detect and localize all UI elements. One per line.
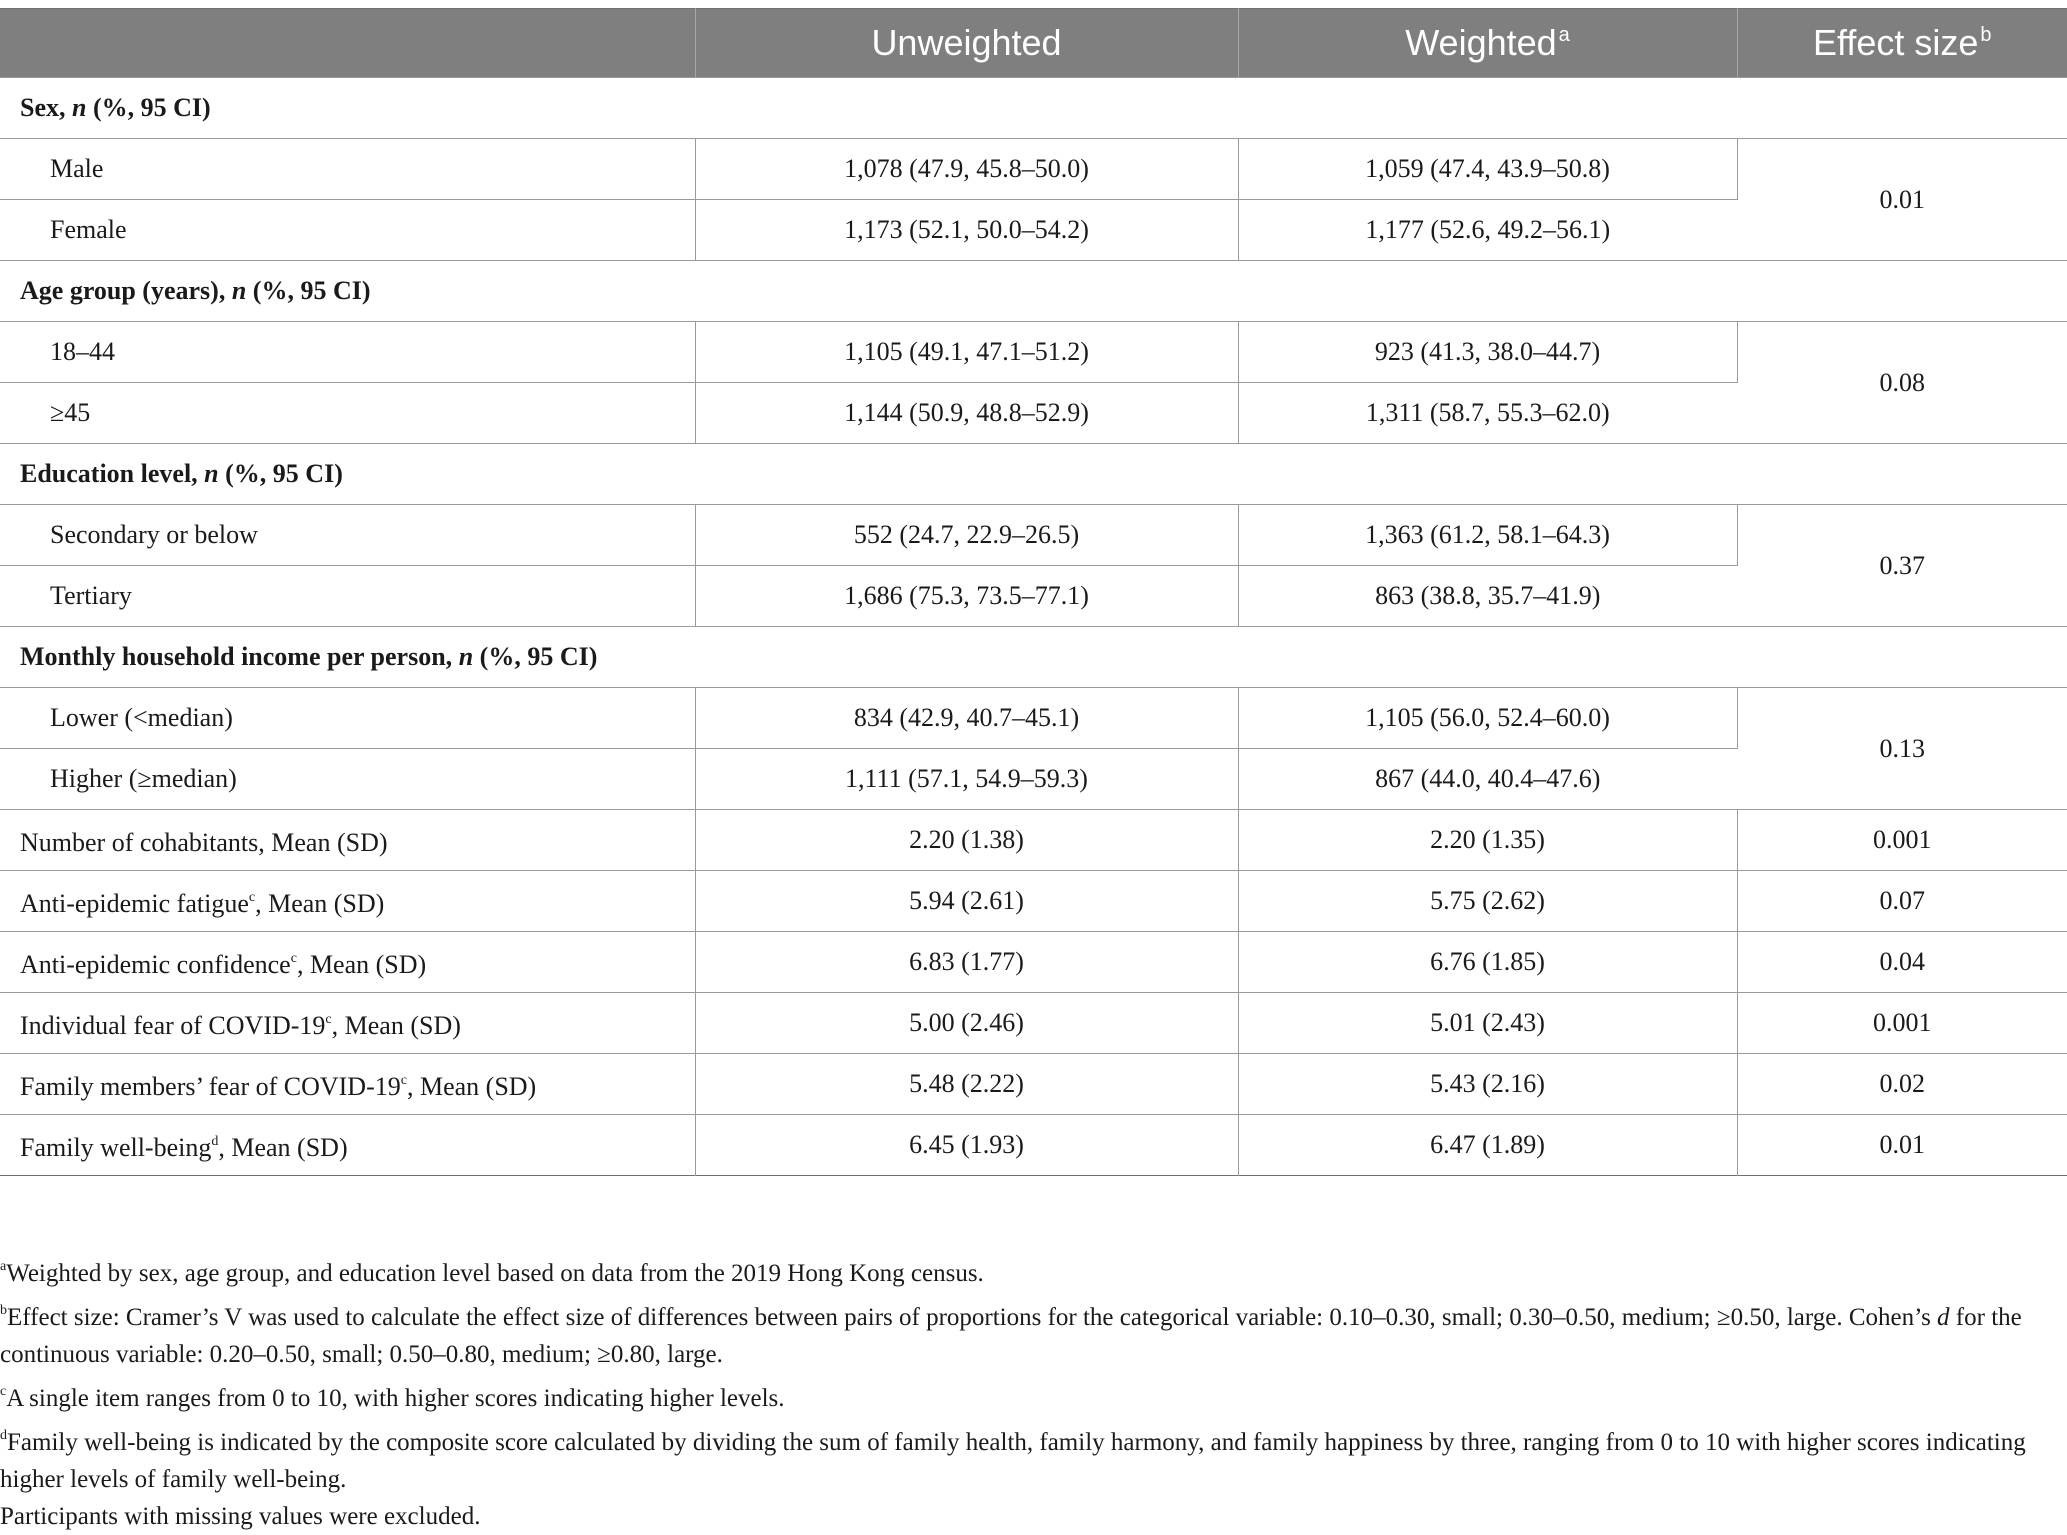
weighted-cell: 923 (41.3, 38.0–44.7) [1238,322,1737,383]
effect-size-cell: 0.01 [1737,1115,2067,1176]
weighted-cell: 1,177 (52.6, 49.2–56.1) [1238,200,1737,261]
weighted-cell: 2.20 (1.35) [1238,810,1737,871]
unweighted-cell: 1,105 (49.1, 47.1–51.2) [695,322,1238,383]
weighted-cell: 5.75 (2.62) [1238,871,1737,932]
effect-size-cell: 0.13 [1737,688,2067,810]
unweighted-cell: 1,173 (52.1, 50.0–54.2) [695,200,1238,261]
weighted-cell: 1,311 (58.7, 55.3–62.0) [1238,383,1737,444]
unweighted-cell: 1,078 (47.9, 45.8–50.0) [695,139,1238,200]
section-title: Monthly household income per person, n (%, 95 CI) [0,627,2067,688]
table-row [0,932,2067,993]
header-effect-size: Effect size $^b$ [1737,9,2067,78]
unweighted-cell: 1,144 (50.9, 48.8–52.9) [695,383,1238,444]
unweighted-cell: 1,686 (75.3, 73.5–77.1) [695,566,1238,627]
section-title: Education level, n (%, 95 CI) [0,444,2067,505]
unweighted-cell: 834 (42.9, 40.7–45.1) [695,688,1238,749]
table-row [0,1054,2067,1115]
weighted-cell: 1,105 (56.0, 52.4–60.0) [1238,688,1737,749]
weighted-cell: 5.43 (2.16) [1238,1054,1737,1115]
section-title: Age group (years), n (%, 95 CI) [0,261,2067,322]
effect-size-cell: 0.04 [1737,932,2067,993]
section-income [0,627,2067,688]
row-label: Female [0,200,695,261]
weighted-cell: 863 (38.8, 35.7–41.9) [1238,566,1737,627]
effect-size-cell: 0.37 [1737,505,2067,627]
unweighted-cell: 6.83 (1.77) [695,932,1238,993]
section-sex [0,78,2067,139]
weighted-cell: 6.47 (1.89) [1238,1115,1737,1176]
section-age [0,261,2067,322]
table-row [0,1115,2067,1176]
row-label: 18–44 [0,322,695,383]
footnote-missing: Participants with missing values were excluded. [0,1503,481,1530]
effect-size-cell: 0.01 [1737,139,2067,261]
row-label: Lower (<median) [0,688,695,749]
table-row [0,993,2067,1054]
row-label: Family members’ fear of COVID-19$^c$, Mean (SD) [0,1054,695,1115]
table-row [0,810,2067,871]
header-weighted: Weighted $^a$ [1238,9,1737,78]
unweighted-cell: 5.48 (2.22) [695,1054,1238,1115]
row-label: ≥45 [0,383,695,444]
unweighted-cell: 2.20 (1.38) [695,810,1238,871]
effect-size-cell: 0.001 [1737,993,2067,1054]
table-row [0,322,2067,383]
table-row [0,688,2067,749]
row-label: Anti-epidemic fatigue$^c$, Mean (SD) [0,871,695,932]
section-title: Sex, n (%, 95 CI) [0,78,2067,139]
footnote-c: $^c$A single item ranges from 0 to 10, with higher scores indicating higher levels. [0,1384,785,1412]
unweighted-cell: 1,111 (57.1, 54.9–59.3) [695,749,1238,810]
row-label: Number of cohabitants, Mean (SD) [0,810,695,871]
footnote-b: $^b$Effect size: Cramer’s V was used to calculate the effect size of differences between pairs of proportions for the categorical variable: 0.10–0.30, small; 0.30–0.50, medium; ≥0.50, large. Cohen’s d for the continuous variable: 0.20–0.50, small; 0.50–0.80, medium; ≥0.80, large. [0,1303,2022,1368]
effect-size-cell: 0.08 [1737,322,2067,444]
table-row [0,139,2067,200]
header-row [0,9,2067,78]
row-label: Individual fear of COVID-19$^c$, Mean (SD) [0,993,695,1054]
header-variable [0,9,695,78]
unweighted-cell: 5.00 (2.46) [695,993,1238,1054]
unweighted-cell: 6.45 (1.93) [695,1115,1238,1176]
row-label: Secondary or below [0,505,695,566]
effect-size-cell: 0.07 [1737,871,2067,932]
unweighted-cell: 5.94 (2.61) [695,871,1238,932]
weighted-cell: 1,059 (47.4, 43.9–50.8) [1238,139,1737,200]
row-label: Family well-being$^d$, Mean (SD) [0,1115,695,1176]
table-footnotes [0,1248,2067,1535]
weighted-cell: 867 (44.0, 40.4–47.6) [1238,749,1737,810]
effect-size-cell: 0.02 [1737,1054,2067,1115]
weighted-cell: 5.01 (2.43) [1238,993,1737,1054]
weighted-cell: 6.76 (1.85) [1238,932,1737,993]
table-row [0,871,2067,932]
unweighted-cell: 552 (24.7, 22.9–26.5) [695,505,1238,566]
header-unweighted: Unweighted [695,9,1238,78]
footnote-a: $^a$Weighted by sex, age group, and education level based on data from the 2019 Hong Kong census. [0,1259,984,1287]
row-label: Anti-epidemic confidence$^c$, Mean (SD) [0,932,695,993]
footnote-d: $^d$Family well-being is indicated by the composite score calculated by dividing the sum of family health, family harmony, and family happiness by three, ranging from 0 to 10 with higher scores indicating higher levels of family well-being. [0,1428,2026,1493]
characteristics-table [0,8,2067,1176]
row-label: Tertiary [0,566,695,627]
weighted-cell: 1,363 (61.2, 58.1–64.3) [1238,505,1737,566]
row-label: Higher (≥median) [0,749,695,810]
table-row [0,505,2067,566]
section-education [0,444,2067,505]
row-label: Male [0,139,695,200]
effect-size-cell: 0.001 [1737,810,2067,871]
